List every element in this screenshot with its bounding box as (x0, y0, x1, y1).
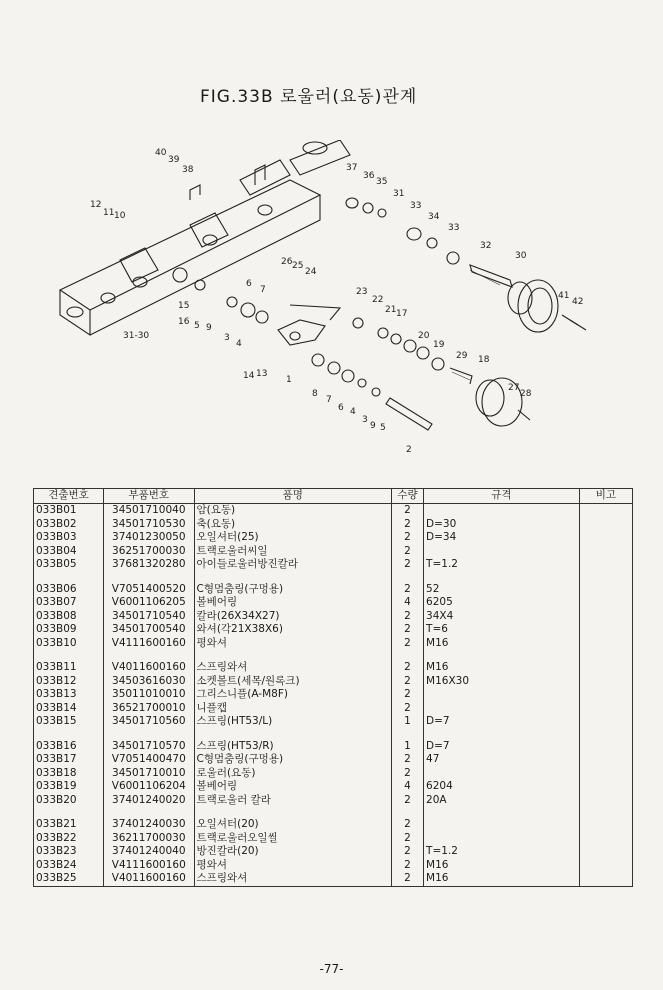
table-row (34, 818, 633, 832)
cell-name: 트랙로울러오일씰 (194, 832, 391, 846)
cell-name: 트랙로울러 칼라 (194, 794, 391, 808)
table-row (34, 518, 633, 532)
cell-remarks (579, 583, 632, 597)
cell-spec: D=7 (424, 715, 580, 729)
cell-code: 033B05 (34, 558, 104, 572)
cell-qty: 2 (391, 832, 423, 846)
callout: 13 (256, 369, 268, 379)
cell-part-no: 35011010010 (104, 688, 195, 702)
spacer-cell (194, 650, 391, 661)
callout: 6 (246, 279, 252, 289)
cell-spec: D=7 (424, 740, 580, 754)
callout: 10 (114, 211, 126, 221)
table-row (34, 767, 633, 781)
col-header: 비고 (579, 489, 632, 504)
cell-spec: 20A (424, 794, 580, 808)
cell-part-no: 34501710530 (104, 518, 195, 532)
cell-spec: T=1.2 (424, 558, 580, 572)
cell-name: 오일셔터(20) (194, 818, 391, 832)
table-row (34, 583, 633, 597)
table-header (34, 489, 633, 504)
callout: 6 (338, 403, 344, 413)
cell-remarks (579, 610, 632, 624)
cell-part-no: 37401240040 (104, 845, 195, 859)
table-row (34, 845, 633, 859)
cell-part-no: V7051400520 (104, 583, 195, 597)
cell-part-no: 37681320280 (104, 558, 195, 572)
cell-remarks (579, 623, 632, 637)
spacer-cell (424, 650, 580, 661)
page-number: -77- (319, 962, 344, 976)
cell-remarks (579, 859, 632, 873)
cell-part-no: V7051400470 (104, 753, 195, 767)
cell-qty: 4 (391, 596, 423, 610)
cell-spec: T=1.2 (424, 845, 580, 859)
cell-qty: 1 (391, 740, 423, 754)
spacer-cell (194, 807, 391, 818)
cell-remarks (579, 845, 632, 859)
cell-part-no: 34501710570 (104, 740, 195, 754)
cell-name: 방진칼라(20) (194, 845, 391, 859)
cell-remarks (579, 531, 632, 545)
cell-remarks (579, 715, 632, 729)
cell-name: 로울러(요동) (194, 767, 391, 781)
spacer-cell (579, 650, 632, 661)
cell-qty: 2 (391, 504, 423, 518)
callout: 25 (292, 261, 304, 271)
cell-qty: 2 (391, 767, 423, 781)
callout: 11 (103, 208, 115, 218)
cell-remarks (579, 558, 632, 572)
spacer-cell (194, 572, 391, 583)
cell-remarks (579, 596, 632, 610)
upper-roller-exploded (346, 198, 586, 332)
cell-remarks (579, 661, 632, 675)
cell-remarks (579, 818, 632, 832)
callout: 14 (243, 371, 255, 381)
callout: 16 (178, 317, 190, 327)
callout: 17 (396, 309, 408, 319)
spacer-cell (424, 807, 580, 818)
table-row (34, 531, 633, 545)
cell-qty: 2 (391, 753, 423, 767)
cell-part-no: V4111600160 (104, 637, 195, 651)
callout: 7 (260, 285, 266, 295)
spacer-cell (194, 729, 391, 740)
table-row (34, 872, 633, 886)
cell-part-no: 34501710560 (104, 715, 195, 729)
cell-qty: 2 (391, 702, 423, 716)
cell-part-no: 36521700010 (104, 702, 195, 716)
cell-spec: M16X30 (424, 675, 580, 689)
callout: 18 (478, 355, 490, 365)
spacer-cell (391, 572, 423, 583)
cell-part-no: 36251700030 (104, 545, 195, 559)
callout: 32 (480, 241, 492, 251)
cell-code: 033B09 (34, 623, 104, 637)
cell-code: 033B22 (34, 832, 104, 846)
cell-spec: 6205 (424, 596, 580, 610)
callout: 7 (326, 395, 332, 405)
cell-spec: M16 (424, 661, 580, 675)
cell-qty: 2 (391, 872, 423, 886)
spacer-cell (104, 650, 195, 661)
cell-name: 볼베어링 (194, 780, 391, 794)
cell-spec: 6204 (424, 780, 580, 794)
cell-code: 033B04 (34, 545, 104, 559)
cell-name: 니플캡 (194, 702, 391, 716)
table-row (34, 740, 633, 754)
cell-remarks (579, 740, 632, 754)
callout: 39 (168, 155, 180, 165)
exploded-parts-diagram (40, 140, 640, 460)
cell-spec (424, 504, 580, 518)
cell-name: 평와셔 (194, 637, 391, 651)
cell-spec (424, 767, 580, 781)
cell-qty: 2 (391, 531, 423, 545)
cell-spec: M16 (424, 637, 580, 651)
table-row (34, 832, 633, 846)
callout: 9 (370, 421, 376, 431)
cell-name: 트랙로울러씨일 (194, 545, 391, 559)
cell-spec: 47 (424, 753, 580, 767)
cell-qty: 2 (391, 845, 423, 859)
cell-spec: D=34 (424, 531, 580, 545)
lower-exploded (312, 354, 432, 430)
table-row (34, 558, 633, 572)
cell-qty: 4 (391, 780, 423, 794)
cell-code: 033B06 (34, 583, 104, 597)
cell-code: 033B25 (34, 872, 104, 886)
spacer-cell (391, 729, 423, 740)
cell-part-no: 37401240030 (104, 818, 195, 832)
table-row (34, 675, 633, 689)
cell-code: 033B21 (34, 818, 104, 832)
table-row (34, 859, 633, 873)
cell-part-no: V4011600160 (104, 872, 195, 886)
cell-spec: D=30 (424, 518, 580, 532)
cell-remarks (579, 637, 632, 651)
cell-code: 033B14 (34, 702, 104, 716)
table-row (34, 545, 633, 559)
callout: 26 (281, 257, 293, 267)
callout: 36 (363, 171, 375, 181)
col-header: 규격 (424, 489, 580, 504)
cell-part-no: V6001106205 (104, 596, 195, 610)
callout: 4 (350, 407, 356, 417)
callout: 2 (406, 445, 412, 455)
spacer-cell (579, 572, 632, 583)
cell-remarks (579, 794, 632, 808)
table-row (34, 623, 633, 637)
cell-qty: 2 (391, 675, 423, 689)
cell-qty: 1 (391, 715, 423, 729)
cell-spec: T=6 (424, 623, 580, 637)
cell-remarks (579, 780, 632, 794)
cell-qty: 2 (391, 623, 423, 637)
parts-table-body (34, 504, 633, 887)
cell-name: 그리스니플(A-M8F) (194, 688, 391, 702)
cell-spec: 52 (424, 583, 580, 597)
callout: 21 (385, 305, 397, 315)
group-spacer (34, 572, 633, 583)
table-row (34, 794, 633, 808)
cell-part-no: 34501710010 (104, 767, 195, 781)
cell-spec (424, 702, 580, 716)
callout: 24 (305, 267, 317, 277)
cell-spec (424, 545, 580, 559)
callout: 31-30 (123, 331, 150, 341)
callout: 22 (372, 295, 384, 305)
cell-name: C형멈춤링(구멍용) (194, 583, 391, 597)
table-row (34, 661, 633, 675)
cell-code: 033B10 (34, 637, 104, 651)
callout: 30 (515, 251, 527, 261)
cell-name: 평와셔 (194, 859, 391, 873)
callout: 27 (508, 383, 520, 393)
callout: 19 (433, 340, 445, 350)
table-row (34, 753, 633, 767)
spacer-cell (34, 572, 104, 583)
cell-part-no: 36211700030 (104, 832, 195, 846)
cell-spec (424, 832, 580, 846)
cell-code: 033B16 (34, 740, 104, 754)
cell-code: 033B08 (34, 610, 104, 624)
callout: 31 (393, 189, 405, 199)
cell-name: 아이들로울러방진칼라 (194, 558, 391, 572)
col-header: 견출번호 (34, 489, 104, 504)
cell-code: 033B17 (34, 753, 104, 767)
cell-remarks (579, 675, 632, 689)
cell-name: 암(요동) (194, 504, 391, 518)
callout: 28 (520, 389, 532, 399)
callout: 34 (428, 212, 440, 222)
group-spacer (34, 650, 633, 661)
cell-name: 볼베어링 (194, 596, 391, 610)
callout: 35 (376, 177, 388, 187)
figure-title: FIG.33B 로울러(요동)관계 (200, 87, 418, 107)
callout: 15 (178, 301, 190, 311)
cell-part-no: V6001106204 (104, 780, 195, 794)
col-header: 품명 (194, 489, 391, 504)
cell-spec: 34X4 (424, 610, 580, 624)
cell-name: 스프링(HT53/L) (194, 715, 391, 729)
cell-code: 033B03 (34, 531, 104, 545)
cell-part-no: 34501710040 (104, 504, 195, 518)
group-spacer (34, 729, 633, 740)
callout: 4 (236, 339, 242, 349)
callout: 3 (224, 333, 230, 343)
callout: 33 (448, 223, 460, 233)
cell-qty: 2 (391, 688, 423, 702)
cell-qty: 2 (391, 518, 423, 532)
spacer-cell (104, 807, 195, 818)
cell-spec (424, 818, 580, 832)
cell-code: 033B19 (34, 780, 104, 794)
cell-qty: 2 (391, 818, 423, 832)
spacer-cell (34, 650, 104, 661)
callout: 42 (572, 297, 584, 307)
cell-name: C형멈춤링(구멍용) (194, 753, 391, 767)
cell-part-no: 34503616030 (104, 675, 195, 689)
cell-name: 축(요동) (194, 518, 391, 532)
middle-right-exploded (290, 305, 530, 426)
cell-remarks (579, 872, 632, 886)
cell-qty: 2 (391, 859, 423, 873)
table-row (34, 596, 633, 610)
spacer-cell (424, 729, 580, 740)
spacer-cell (424, 572, 580, 583)
callout: 8 (312, 389, 318, 399)
spacer-cell (579, 807, 632, 818)
cell-name: 스프링와셔 (194, 872, 391, 886)
cell-part-no: 34501700540 (104, 623, 195, 637)
cell-remarks (579, 518, 632, 532)
cell-code: 033B23 (34, 845, 104, 859)
cell-code: 033B02 (34, 518, 104, 532)
spacer-cell (104, 572, 195, 583)
cell-code: 033B13 (34, 688, 104, 702)
table-row (34, 610, 633, 624)
cell-name: 오일셔터(25) (194, 531, 391, 545)
cell-part-no: 37401230050 (104, 531, 195, 545)
spacer-cell (391, 807, 423, 818)
table-row (34, 504, 633, 518)
cell-qty: 2 (391, 583, 423, 597)
table-row (34, 688, 633, 702)
cell-qty: 2 (391, 558, 423, 572)
parts-table (33, 488, 633, 887)
spacer-cell (34, 807, 104, 818)
cell-name: 와셔(각21X38X6) (194, 623, 391, 637)
callout: 5 (194, 321, 200, 331)
cell-code: 033B12 (34, 675, 104, 689)
cell-code: 033B15 (34, 715, 104, 729)
cell-code: 033B18 (34, 767, 104, 781)
cell-qty: 2 (391, 545, 423, 559)
callout: 40 (155, 148, 167, 158)
col-header: 수량 (391, 489, 423, 504)
cell-part-no: V4111600160 (104, 859, 195, 873)
spacer-cell (391, 650, 423, 661)
col-header: 부품번호 (104, 489, 195, 504)
cell-code: 033B24 (34, 859, 104, 873)
cell-remarks (579, 702, 632, 716)
cell-remarks (579, 767, 632, 781)
table-row (34, 780, 633, 794)
callout: 1 (286, 375, 292, 385)
callouts (90, 148, 583, 455)
cell-part-no: 34501710540 (104, 610, 195, 624)
callout: 38 (182, 165, 194, 175)
cell-remarks (579, 753, 632, 767)
cell-part-no: 37401240020 (104, 794, 195, 808)
cell-qty: 2 (391, 794, 423, 808)
callout: 5 (380, 423, 386, 433)
cell-code: 033B07 (34, 596, 104, 610)
callout: 3 (362, 415, 368, 425)
cell-code: 033B20 (34, 794, 104, 808)
cell-name: 칼라(26X34X27) (194, 610, 391, 624)
cell-name: 소켓볼트(세목/원록크) (194, 675, 391, 689)
spacer-cell (579, 729, 632, 740)
cell-remarks (579, 832, 632, 846)
cell-qty: 2 (391, 661, 423, 675)
cell-remarks (579, 688, 632, 702)
cell-spec (424, 688, 580, 702)
cell-spec: M16 (424, 872, 580, 886)
cell-spec: M16 (424, 859, 580, 873)
cell-name: 스프링(HT53/R) (194, 740, 391, 754)
cell-remarks (579, 504, 632, 518)
cell-code: 033B01 (34, 504, 104, 518)
callout: 20 (418, 331, 430, 341)
cell-qty: 2 (391, 637, 423, 651)
spacer-cell (34, 729, 104, 740)
cell-code: 033B11 (34, 661, 104, 675)
callout: 9 (206, 323, 212, 333)
callout: 12 (90, 200, 102, 210)
callout: 37 (346, 163, 358, 173)
spacer-cell (104, 729, 195, 740)
cell-part-no: V4011600160 (104, 661, 195, 675)
table-row (34, 637, 633, 651)
group-spacer (34, 807, 633, 818)
callout: 41 (558, 291, 570, 301)
cell-name: 스프링와셔 (194, 661, 391, 675)
table-row (34, 702, 633, 716)
cell-remarks (579, 545, 632, 559)
table-row (34, 715, 633, 729)
callout: 33 (410, 201, 422, 211)
cell-qty: 2 (391, 610, 423, 624)
callout: 29 (456, 351, 468, 361)
callout: 23 (356, 287, 368, 297)
